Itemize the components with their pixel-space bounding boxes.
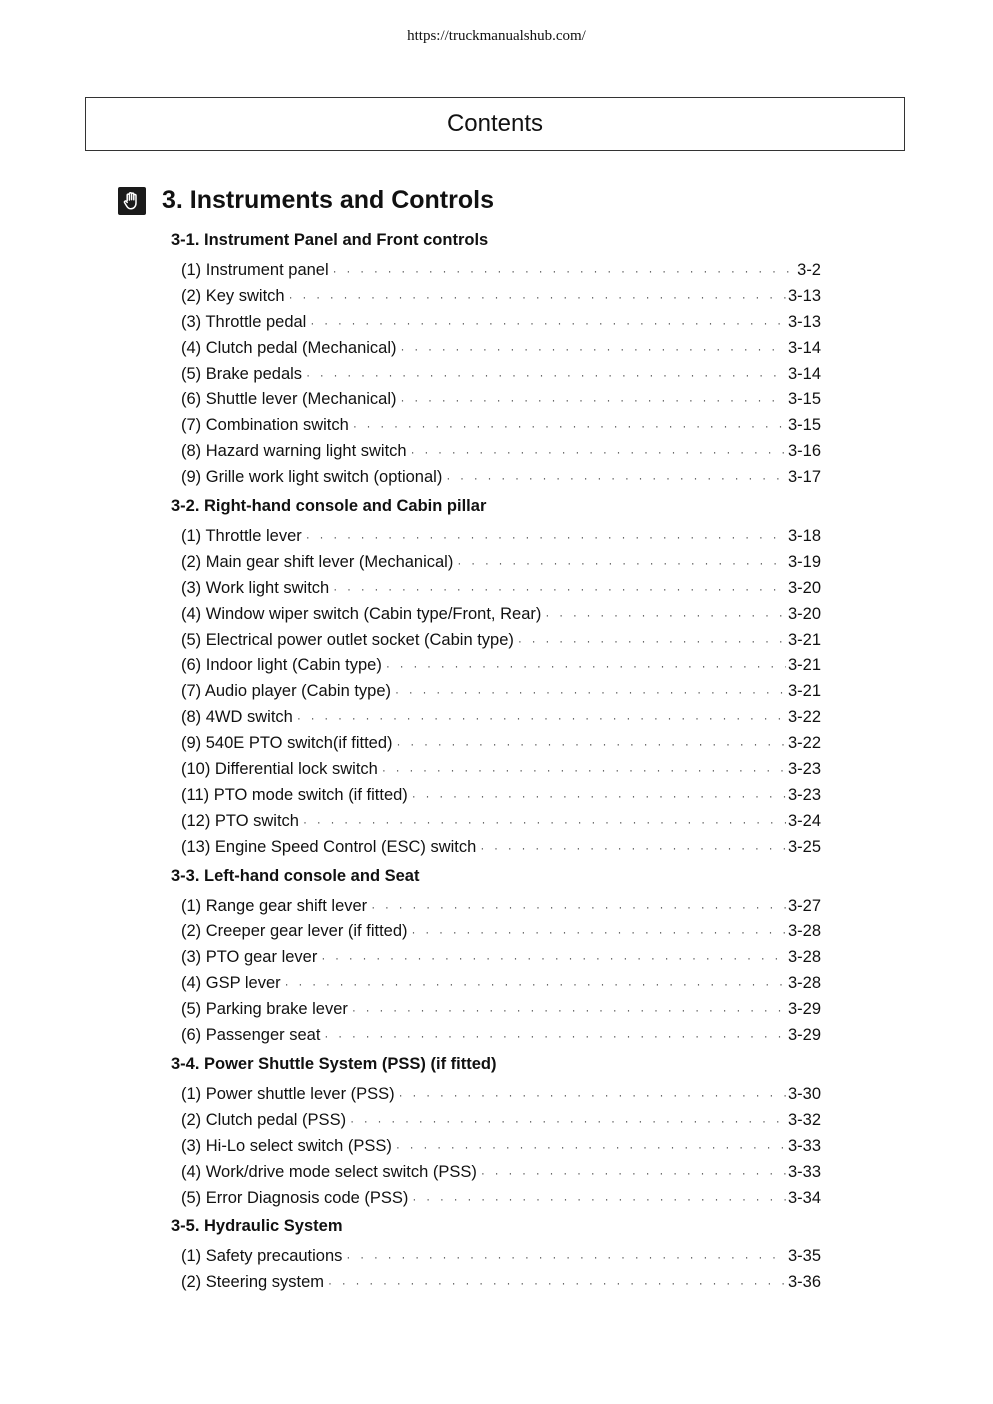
toc-entry-page: 3-35 bbox=[787, 1247, 821, 1266]
toc-entry-page: 3-20 bbox=[787, 578, 821, 597]
dot-leader bbox=[289, 285, 786, 311]
toc-entry-label: (8) 4WD switch bbox=[181, 708, 293, 727]
toc-entry-label: (13) Engine Speed Control (ESC) switch bbox=[181, 837, 477, 856]
toc-entry-label: (8) Hazard warning light switch bbox=[181, 442, 407, 461]
toc-entry-page: 3-30 bbox=[787, 1084, 821, 1103]
toc-entry-page: 3-2 bbox=[797, 261, 821, 279]
toc-entry-page: 3-29 bbox=[787, 1026, 821, 1045]
toc-entry[interactable] bbox=[171, 465, 821, 491]
dot-leader bbox=[386, 654, 786, 680]
toc-entry[interactable] bbox=[171, 919, 821, 945]
dot-leader bbox=[303, 810, 786, 836]
toc-entry[interactable] bbox=[171, 653, 821, 679]
toc-entry-page: 3-36 bbox=[787, 1273, 821, 1292]
toc-entry-label: (2) Clutch pedal (PSS) bbox=[181, 1110, 347, 1129]
toc-entry[interactable] bbox=[171, 602, 821, 628]
toc-entry-page: 3-15 bbox=[787, 390, 821, 409]
toc-entry-page: 3-14 bbox=[787, 338, 821, 357]
toc-entry[interactable] bbox=[171, 1082, 821, 1108]
toc-entry[interactable] bbox=[171, 679, 821, 705]
toc-entry-page: 3-23 bbox=[787, 785, 821, 804]
dot-leader bbox=[412, 784, 786, 810]
toc-entry[interactable] bbox=[171, 731, 821, 757]
toc-entry[interactable] bbox=[171, 809, 821, 835]
dot-leader bbox=[382, 758, 786, 784]
toc-entry-page: 3-16 bbox=[787, 442, 821, 461]
dot-leader bbox=[321, 946, 786, 972]
toc-entry-page: 3-15 bbox=[787, 416, 821, 435]
toc-entry[interactable] bbox=[171, 284, 821, 310]
dot-leader bbox=[480, 836, 786, 862]
dot-leader bbox=[324, 1024, 786, 1050]
section-title: 3-2. Right-hand console and Cabin pillar bbox=[171, 497, 487, 516]
toc-entry-label: (2) Creeper gear lever (if fitted) bbox=[181, 922, 408, 941]
toc-entry[interactable] bbox=[171, 258, 821, 284]
dot-leader bbox=[328, 1271, 786, 1297]
toc-entry-label: (7) Audio player (Cabin type) bbox=[181, 682, 392, 701]
toc-entry-page: 3-22 bbox=[787, 708, 821, 727]
toc-section bbox=[171, 1214, 821, 1296]
chapter-heading bbox=[118, 186, 494, 215]
toc-entry-label: (2) Steering system bbox=[181, 1273, 325, 1292]
dot-leader bbox=[412, 920, 786, 946]
toc-entry[interactable] bbox=[171, 439, 821, 465]
chapter-title: 3. Instruments and Controls bbox=[162, 186, 494, 214]
toc-entry-page: 3-27 bbox=[787, 896, 821, 915]
section-title: 3-1. Instrument Panel and Front controls bbox=[171, 231, 489, 249]
toc-entry-page: 3-23 bbox=[787, 760, 821, 779]
toc-entry-label: (9) Grille work light switch (optional) bbox=[181, 468, 443, 487]
toc-entry[interactable] bbox=[171, 576, 821, 602]
toc-entry[interactable] bbox=[171, 310, 821, 336]
toc-entry[interactable] bbox=[171, 757, 821, 783]
toc-entry[interactable] bbox=[171, 1270, 821, 1296]
toc-entry-label: (12) PTO switch bbox=[181, 811, 299, 830]
dot-leader bbox=[352, 998, 786, 1024]
dot-leader bbox=[545, 603, 786, 629]
toc-entry-page: 3-17 bbox=[787, 468, 821, 487]
toc-entry[interactable] bbox=[171, 362, 821, 388]
section-title: 3-5. Hydraulic System bbox=[171, 1217, 343, 1236]
toc-entry[interactable] bbox=[171, 387, 821, 413]
toc-entry[interactable] bbox=[171, 1244, 821, 1270]
toc-entry[interactable] bbox=[171, 997, 821, 1023]
toc-section bbox=[171, 1052, 821, 1211]
toc-entry-label: (3) Throttle pedal bbox=[181, 312, 307, 331]
toc-entry-label: (5) Brake pedals bbox=[181, 364, 303, 383]
toc-section bbox=[171, 494, 821, 861]
toc-entry-page: 3-13 bbox=[787, 286, 821, 305]
toc-entry-label: (4) Clutch pedal (Mechanical) bbox=[181, 338, 397, 357]
toc-entry[interactable] bbox=[171, 1186, 821, 1212]
dot-leader bbox=[346, 1245, 786, 1271]
dot-leader bbox=[306, 525, 786, 551]
dot-leader bbox=[401, 337, 786, 363]
dot-leader bbox=[395, 680, 786, 706]
dot-leader bbox=[306, 363, 786, 389]
toc-entry-page: 3-22 bbox=[787, 734, 821, 753]
toc-entry[interactable] bbox=[171, 783, 821, 809]
dot-leader bbox=[457, 551, 786, 577]
toc-entry-label: (4) GSP lever bbox=[181, 974, 281, 993]
toc-entry-page: 3-13 bbox=[787, 312, 821, 331]
toc-entry[interactable] bbox=[171, 1134, 821, 1160]
dot-leader bbox=[310, 311, 786, 337]
toc-entry-page: 3-33 bbox=[787, 1162, 821, 1181]
dot-leader bbox=[333, 259, 795, 285]
dot-leader bbox=[399, 1083, 786, 1109]
dot-leader bbox=[396, 1135, 786, 1161]
toc-entry-label: (10) Differential lock switch bbox=[181, 760, 378, 779]
section-title: 3-4. Power Shuttle System (PSS) (if fitted) bbox=[171, 1054, 497, 1073]
toc-entry-label: (3) PTO gear lever bbox=[181, 948, 318, 967]
contents-heading-box bbox=[85, 97, 905, 151]
dot-leader bbox=[333, 577, 786, 603]
hand-stop-icon bbox=[118, 187, 146, 215]
section-title: 3-3. Left-hand console and Seat bbox=[171, 866, 420, 885]
dot-leader bbox=[446, 466, 786, 492]
dot-leader bbox=[412, 1187, 786, 1213]
toc-entry[interactable] bbox=[171, 1023, 821, 1049]
toc-entry-label: (5) Error Diagnosis code (PSS) bbox=[181, 1188, 409, 1207]
dot-leader bbox=[397, 732, 786, 758]
toc-entry-page: 3-34 bbox=[787, 1188, 821, 1207]
toc-entry[interactable] bbox=[171, 894, 821, 920]
toc-entry-label: (11) PTO mode switch (if fitted) bbox=[181, 785, 408, 804]
toc-entry-label: (3) Work light switch bbox=[181, 578, 330, 597]
toc-entry-label: (9) 540E PTO switch(if fitted) bbox=[181, 734, 393, 753]
toc-entry-label: (6) Passenger seat bbox=[181, 1026, 321, 1045]
toc-entry-label: (3) Hi-Lo select switch (PSS) bbox=[181, 1136, 392, 1155]
toc-entry[interactable] bbox=[171, 1160, 821, 1186]
toc-entry[interactable] bbox=[171, 945, 821, 971]
toc-entry-page: 3-20 bbox=[787, 604, 821, 623]
dot-leader bbox=[297, 706, 786, 732]
toc-entry-label: (5) Parking brake lever bbox=[181, 1000, 348, 1019]
toc-entry[interactable] bbox=[171, 550, 821, 576]
toc-entry[interactable] bbox=[171, 971, 821, 997]
toc-entry-label: (1) Instrument panel bbox=[181, 261, 329, 279]
toc-entry-page: 3-21 bbox=[787, 656, 821, 675]
toc-entry-page: 3-33 bbox=[787, 1136, 821, 1155]
toc-entry-page: 3-32 bbox=[787, 1110, 821, 1129]
toc-entry-label: (1) Range gear shift lever bbox=[181, 896, 368, 915]
contents-title: Contents bbox=[446, 110, 544, 137]
toc-entry[interactable] bbox=[171, 835, 821, 861]
toc-entry-label: (6) Indoor light (Cabin type) bbox=[181, 656, 382, 675]
toc-entry-label: (7) Combination switch bbox=[181, 416, 349, 435]
toc-entry-page: 3-21 bbox=[787, 682, 821, 701]
dot-leader bbox=[371, 895, 786, 921]
dot-leader bbox=[350, 1109, 786, 1135]
toc-entry-page: 3-21 bbox=[787, 630, 821, 649]
toc-entry-label: (1) Throttle lever bbox=[181, 527, 302, 546]
toc-entry[interactable] bbox=[171, 705, 821, 731]
toc-entry[interactable] bbox=[171, 1108, 821, 1134]
toc-entry-label: (2) Key switch bbox=[181, 286, 285, 305]
toc-entry-label: (2) Main gear shift lever (Mechanical) bbox=[181, 552, 454, 571]
toc-entry-page: 3-24 bbox=[787, 811, 821, 830]
toc-entry-label: (1) Safety precautions bbox=[181, 1247, 343, 1266]
toc-section bbox=[171, 228, 821, 491]
toc-entry-page: 3-29 bbox=[787, 1000, 821, 1019]
toc-entry-page: 3-25 bbox=[787, 837, 821, 856]
toc-section bbox=[171, 864, 821, 1049]
toc-entry-page: 3-28 bbox=[787, 974, 821, 993]
dot-leader bbox=[518, 629, 786, 655]
table-of-contents bbox=[171, 228, 821, 1299]
source-url[interactable]: https://truckmanualshub.com/ bbox=[407, 28, 586, 44]
dot-leader bbox=[285, 972, 786, 998]
toc-entry-label: (5) Electrical power outlet socket (Cabin type) bbox=[181, 630, 514, 649]
toc-entry-page: 3-28 bbox=[787, 922, 821, 941]
toc-entry-label: (1) Power shuttle lever (PSS) bbox=[181, 1084, 395, 1103]
toc-entry-page: 3-19 bbox=[787, 552, 821, 571]
dot-leader bbox=[481, 1161, 786, 1187]
toc-entry-label: (4) Window wiper switch (Cabin type/Front, Rear) bbox=[181, 604, 542, 623]
toc-entry-page: 3-28 bbox=[787, 948, 821, 967]
dot-leader bbox=[401, 388, 786, 414]
dot-leader bbox=[411, 440, 786, 466]
toc-entry-label: (4) Work/drive mode select switch (PSS) bbox=[181, 1162, 477, 1181]
toc-entry-page: 3-18 bbox=[787, 527, 821, 546]
dot-leader bbox=[353, 414, 786, 440]
toc-entry-label: (6) Shuttle lever (Mechanical) bbox=[181, 390, 397, 409]
toc-entry[interactable] bbox=[171, 524, 821, 550]
toc-entry-page: 3-14 bbox=[787, 364, 821, 383]
toc-entry[interactable] bbox=[171, 413, 821, 439]
toc-entry[interactable] bbox=[171, 336, 821, 362]
toc-entry[interactable] bbox=[171, 628, 821, 654]
